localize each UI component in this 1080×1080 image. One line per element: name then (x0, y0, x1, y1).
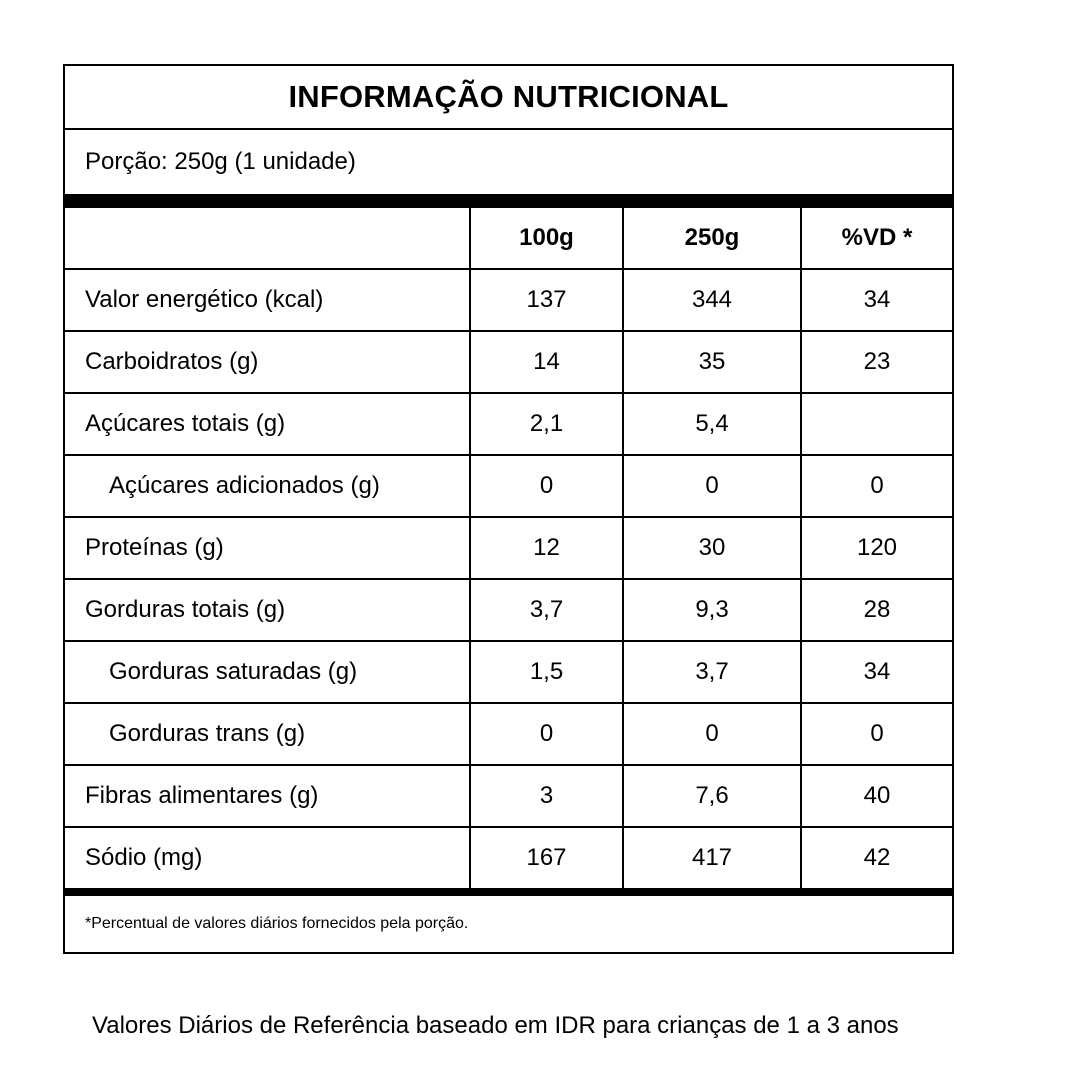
table-row-total-sugars (65, 393, 952, 455)
table-row-sodium (65, 827, 952, 888)
table-row-total-fat (65, 579, 952, 641)
thick-divider-bottom (65, 888, 952, 896)
table-row-proteins (65, 517, 952, 579)
nutrient-name: Açúcares totais (g) (65, 393, 470, 455)
nutrient-name: Gorduras saturadas (g) (65, 641, 470, 703)
nutrient-name: Sódio (mg) (85, 844, 203, 871)
value-100g: 1,5 (470, 641, 623, 703)
nutrition-table (65, 208, 952, 888)
value-250g: 7,6 (623, 765, 801, 827)
value-100g: 137 (470, 269, 623, 331)
table-row-fiber (65, 765, 952, 827)
nutrient-name: Fibras alimentares (g) (65, 765, 470, 827)
value-250g: 5,4 (623, 393, 801, 455)
nutrient-name: Carboidratos (g) (65, 331, 470, 393)
value-250g: 417 (623, 827, 801, 888)
value-250g: 9,3 (623, 579, 801, 641)
nutrient-name: Proteínas (g) (65, 517, 470, 579)
column-header-nutrient (65, 208, 470, 269)
column-header-vd: %VD * (801, 208, 952, 269)
value-vd: 0 (801, 703, 952, 765)
value-100g: 12 (470, 517, 623, 579)
nutrition-facts-label (63, 64, 954, 954)
value-vd: 0 (801, 455, 952, 517)
thick-divider-top (65, 194, 952, 208)
reference-note: Valores Diários de Referência baseado em IDR para crianças de 1 a 3 anos (92, 1012, 899, 1039)
nutrient-name: Gorduras trans (g) (65, 703, 470, 765)
value-100g: 0 (470, 703, 623, 765)
table-row-carbohydrates (65, 331, 952, 393)
value-vd: 23 (801, 331, 952, 393)
nutrient-name: Valor energético (kcal) (65, 269, 470, 331)
value-250g: 0 (623, 703, 801, 765)
portion-size: Porção: 250g (1 unidade) (85, 148, 356, 175)
value-100g: 167 (470, 827, 623, 888)
footnote: *Percentual de valores diários fornecidos pela porção. (65, 896, 952, 954)
column-header-250g: 250g (623, 208, 801, 269)
value-250g: 35 (623, 331, 801, 393)
table-header-row (65, 208, 952, 269)
value-vd: 42 (801, 827, 952, 888)
value-vd: 40 (801, 765, 952, 827)
value-100g: 0 (470, 455, 623, 517)
nutrient-name: Gorduras totais (g) (65, 579, 470, 641)
value-vd: 120 (801, 517, 952, 579)
value-vd: 34 (801, 641, 952, 703)
table-row-energy (65, 269, 952, 331)
nutrient-name: Açúcares adicionados (g) (65, 455, 470, 517)
table-row-saturated-fat (65, 641, 952, 703)
value-100g: 3 (470, 765, 623, 827)
label-title: INFORMAÇÃO NUTRICIONAL (65, 66, 952, 130)
value-250g: 0 (623, 455, 801, 517)
table-row-added-sugars (65, 455, 952, 517)
table-row-trans-fat (65, 703, 952, 765)
value-250g: 30 (623, 517, 801, 579)
value-100g: 14 (470, 331, 623, 393)
column-header-100g: 100g (470, 208, 623, 269)
value-vd (801, 393, 952, 455)
value-vd: 34 (801, 269, 952, 331)
value-250g: 3,7 (623, 641, 801, 703)
value-100g: 3,7 (470, 579, 623, 641)
value-100g: 2,1 (470, 393, 623, 455)
value-250g: 344 (623, 269, 801, 331)
value-vd: 28 (801, 579, 952, 641)
